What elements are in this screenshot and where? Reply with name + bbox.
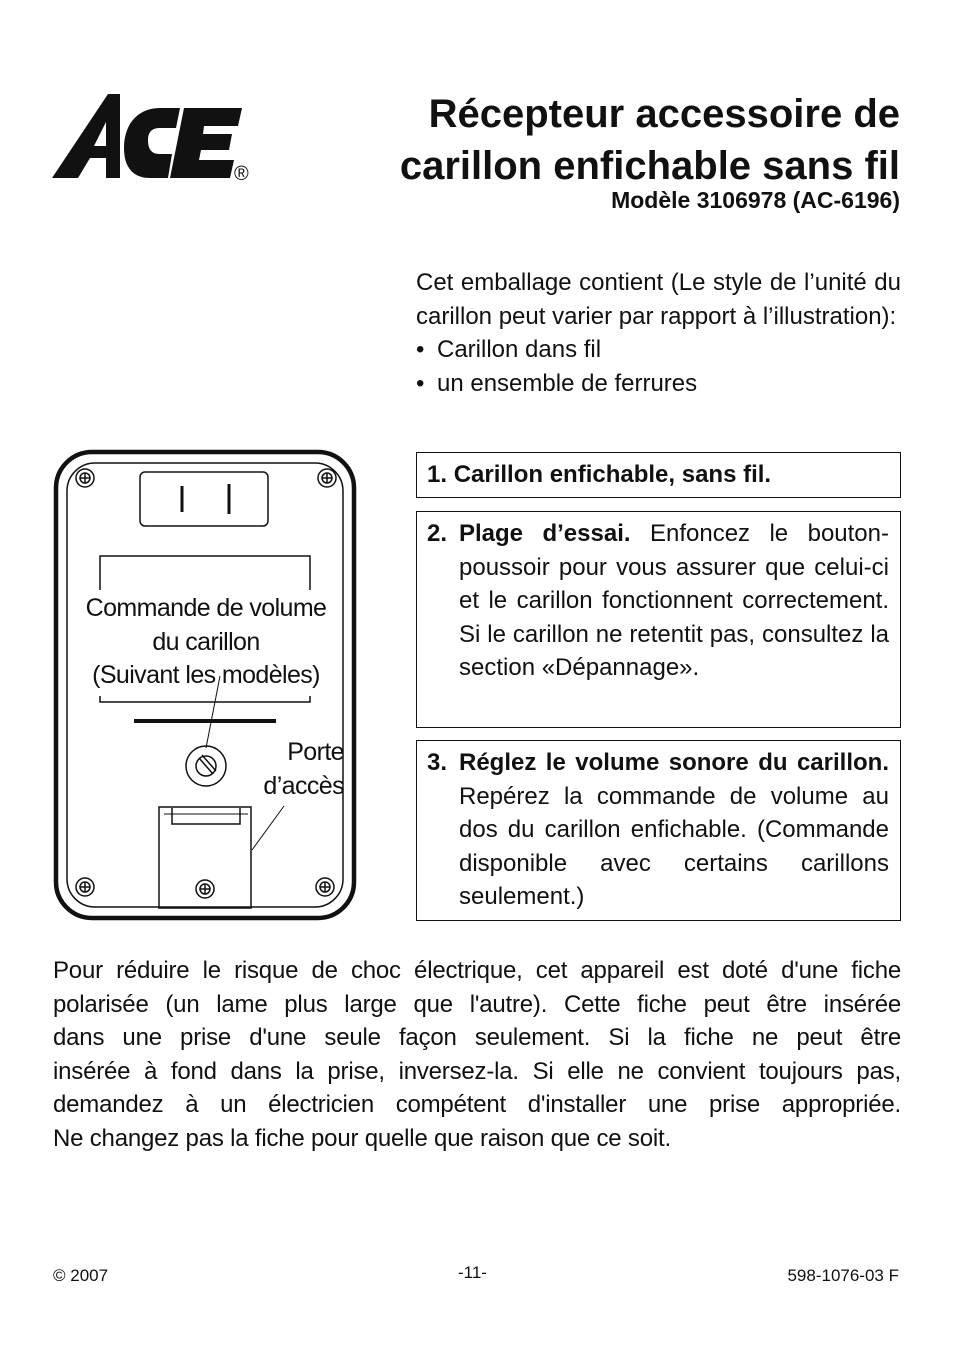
step-number: 1. [427, 461, 448, 488]
step-number: 3. [427, 749, 448, 776]
page-number: -11- [458, 1263, 487, 1282]
plug-prongs [140, 472, 268, 526]
step-title: Carillon enfichable, sans fil. [453, 461, 772, 488]
step-2-box [416, 511, 901, 728]
polarized-plug-warning [53, 954, 901, 1155]
warning-line: polarisée (un lame plus large que l'autre). Cette fiche peut être insérée [53, 990, 901, 1018]
bullet-icon: • [416, 369, 425, 397]
part-number: 598-1076-03 F [787, 1266, 899, 1285]
volume-label-line: (Suivant les modèles) [92, 661, 320, 689]
screw-icon [318, 469, 336, 487]
volume-control-label [66, 592, 346, 693]
registered-mark: ® [234, 163, 249, 184]
step-title: Plage d’essai. [459, 520, 631, 547]
screw-icon [316, 878, 334, 896]
contents-intro: Cet emballage contient (Le style de l’unité du carillon peut varier par rapport à l’illustration): [416, 269, 901, 330]
step-text: Repérez la commande de volume au dos du carillon enfichable. (Commande disponible avec certains carillons seulement.) [459, 782, 889, 910]
model-number: Modèle 3106978 (AC-6196) [611, 187, 900, 213]
step-body [459, 746, 889, 914]
warning-line: insérée à fond dans la prise, inversez-la. Si elle ne convient toujours pas, [53, 1057, 901, 1085]
screw-icon [76, 878, 94, 896]
title-line-2: carillon enfichable sans fil [399, 144, 900, 188]
list-item [416, 333, 901, 367]
ace-logo [52, 92, 262, 184]
title-line-1: Récepteur accessoire de [428, 92, 900, 136]
screw-icon [76, 469, 94, 487]
package-contents [416, 266, 901, 400]
volume-label-line: du carillon [152, 627, 260, 656]
warning-line: Pour réduire le risque de choc électrique, cet appareil est doté d'une fiche [53, 957, 901, 984]
copyright: © 2007 [53, 1266, 109, 1285]
step-1-box [416, 452, 901, 498]
screw-icon [196, 880, 214, 898]
list-item [416, 367, 901, 401]
list-item-label: Carillon dans fil [437, 336, 602, 363]
bullet-icon: • [416, 336, 425, 363]
step-text: Enfoncez le bouton-poussoir pour vous assurer que celui-ci et le carillon fonctionnent correctement. Si le carillon ne retentit pas, consultez la section «Dépannage». [459, 520, 889, 681]
page-title [360, 88, 900, 192]
access-door-label [244, 736, 344, 803]
step-body [459, 517, 889, 685]
step-3-box [416, 740, 901, 921]
warning-line: Ne changez pas la fiche pour quelle que raison que ce soit. [53, 1124, 671, 1152]
volume-label-line: Commande de volume [85, 594, 327, 622]
contents-list [416, 333, 901, 400]
list-item-label: un ensemble de ferrures [437, 369, 698, 397]
warning-line: dans une prise d'une seule façon seulement. Si la fiche ne peut être [53, 1024, 901, 1051]
access-label-line: Porte [287, 738, 344, 766]
warning-line: demandez à un électricien compétent d'installer une prise appropriée. [53, 1091, 901, 1118]
access-label-line: d’accès [263, 771, 344, 800]
step-number: 2. [427, 520, 448, 547]
step-title: Réglez le volume sonore du carillon. [459, 749, 889, 776]
